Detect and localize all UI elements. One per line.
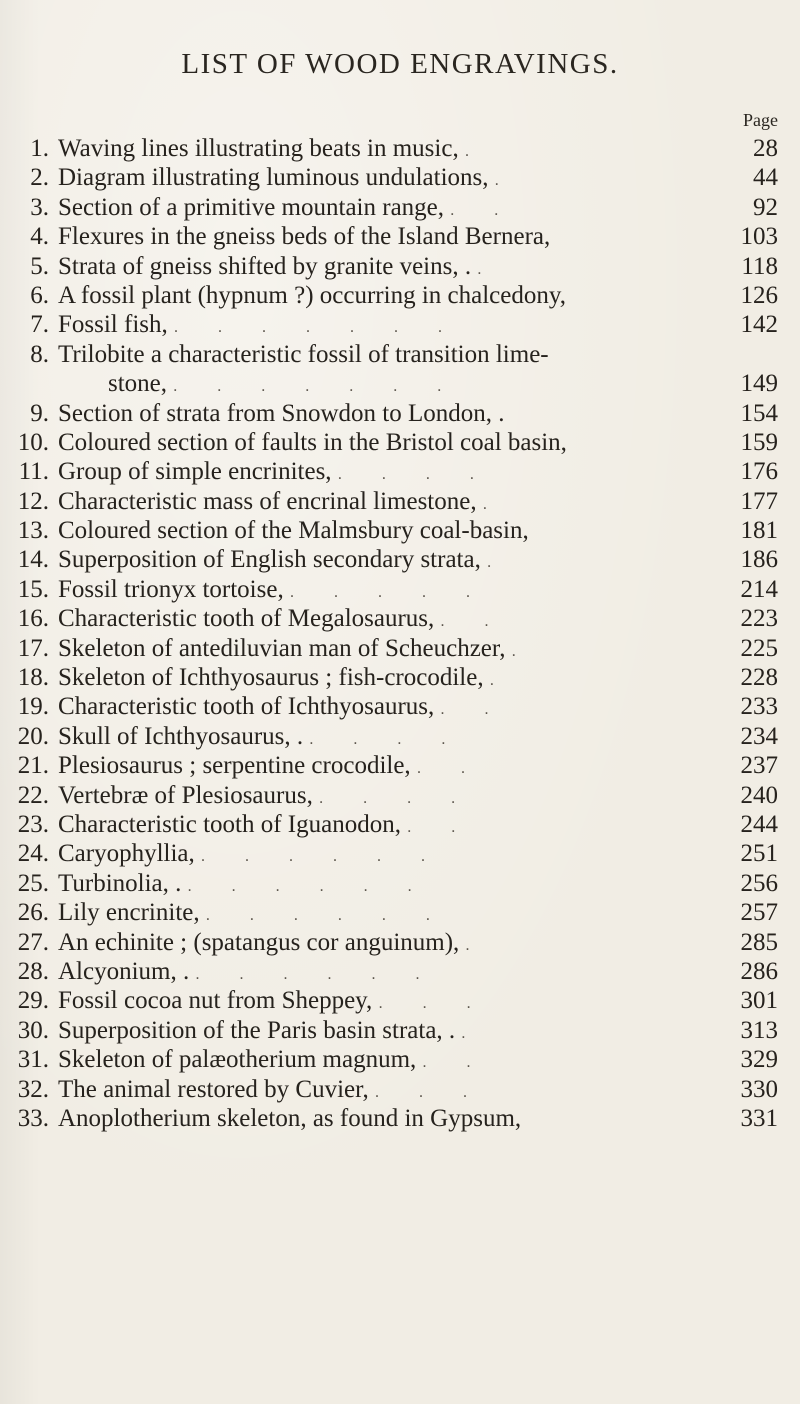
entry-number: 31.	[17, 1046, 49, 1074]
entry-page-number: 214	[740, 575, 778, 603]
entry-title-text: Skeleton of antediluvian man of Scheuchzer,	[58, 634, 506, 662]
dot-leader: . . . . . .	[187, 877, 430, 895]
entry-number: 27.	[17, 928, 49, 956]
entry-number: 9.	[30, 399, 49, 427]
list-item	[0, 1045, 800, 1074]
entry-title-text: Fossil cocoa nut from Sheppey,	[58, 987, 373, 1015]
entry-number: 29.	[17, 987, 49, 1015]
entry-number: 18.	[17, 664, 49, 692]
entry-number: 22.	[17, 781, 49, 809]
entry-page-number: 237	[740, 752, 778, 780]
entry-number: 23.	[17, 811, 49, 838]
entry-page-number: 223	[740, 605, 778, 633]
entry-title	[58, 487, 708, 519]
dot-leader: .	[494, 172, 517, 190]
dot-leader: . . . . . . .	[173, 378, 460, 396]
entry-number: 21.	[17, 752, 49, 780]
list-item	[0, 663, 800, 692]
dot-leader: . . . . .	[289, 583, 488, 601]
list-item	[0, 1016, 800, 1045]
entry-number: 24.	[17, 840, 49, 868]
entry-title	[58, 898, 708, 930]
entry-title	[58, 957, 708, 989]
list-item	[0, 310, 800, 339]
entry-title-text: Flexures in the gneiss beds of the Island Bernera,	[58, 223, 551, 251]
entry-number: 20.	[17, 722, 49, 750]
entry-page-number: 103	[740, 223, 778, 251]
entry-title-text: A fossil plant (hypnum ?) occurring in chalcedony,	[58, 281, 566, 309]
entry-title	[58, 193, 708, 225]
dot-leader: .	[461, 1024, 484, 1042]
entry-number: 26.	[17, 899, 49, 927]
list-item	[0, 839, 800, 868]
entry-number: 7.	[30, 311, 49, 339]
entry-title-text: Characteristic tooth of Megalosaurus,	[58, 605, 435, 633]
entry-number: 33.	[17, 1104, 49, 1132]
dot-leader: . . .	[378, 995, 489, 1013]
entry-title	[58, 222, 708, 254]
entry-title	[58, 663, 708, 695]
list-item	[0, 516, 800, 545]
entry-number: 8.	[30, 340, 49, 368]
entry-title	[58, 281, 708, 313]
entry-title	[58, 722, 708, 754]
dot-leader: . . . .	[309, 730, 464, 748]
entry-title	[58, 1016, 708, 1048]
dot-leader: .	[477, 260, 500, 278]
dot-leader: . .	[407, 819, 474, 836]
dot-leader: . . . . . .	[195, 965, 438, 983]
entry-page-number: 28	[753, 135, 778, 162]
entry-title-text: The animal restored by Cuvier,	[58, 1075, 369, 1103]
entry-title	[58, 839, 708, 871]
list-item	[0, 751, 800, 780]
list-item	[0, 457, 800, 486]
entry-number: 19.	[17, 693, 49, 721]
entry-title	[58, 869, 708, 901]
entry-number: 11.	[18, 458, 49, 486]
entry-title	[58, 986, 708, 1018]
entry-title	[58, 516, 708, 548]
entry-page-number: 329	[740, 1046, 778, 1074]
entry-number: 4.	[30, 223, 49, 251]
entry-title	[58, 604, 708, 636]
entry-number: 2.	[30, 164, 49, 192]
dot-leader: .	[464, 143, 487, 160]
entry-title-text: Vertebræ of Plesiosaurus,	[58, 781, 313, 809]
entry-title	[58, 134, 708, 166]
entry-number: 10.	[17, 428, 49, 456]
list-item	[0, 252, 800, 281]
entry-title-text: Plesiosaurus ; serpentine crocodile,	[58, 752, 411, 780]
dot-leader: . . . . . .	[201, 848, 444, 866]
list-item	[0, 575, 800, 604]
entry-title-text: Skeleton of Ichthyosaurus ; fish-crocodile,	[58, 664, 484, 692]
list-item	[0, 428, 800, 457]
entry-page-number: 186	[740, 546, 778, 574]
entry-number: 14.	[17, 546, 49, 574]
entry-title	[58, 252, 708, 284]
entry-page-number: 313	[740, 1016, 778, 1044]
entry-title-text: Strata of gneiss shifted by granite veins, .	[58, 252, 472, 280]
dot-leader: . .	[440, 701, 507, 719]
entry-title-text: Characteristic tooth of Ichthyosaurus,	[58, 693, 435, 721]
entry-title-text: Fossil trionyx tortoise,	[58, 575, 284, 603]
entry-title	[58, 457, 708, 489]
entry-page-number: 256	[740, 869, 778, 897]
entry-number: 32.	[17, 1075, 49, 1103]
entry-title-text: Coloured section of faults in the Bristol coal basin,	[58, 428, 567, 456]
page-column-header: Page	[743, 110, 778, 130]
entry-page-number: 176	[740, 458, 778, 486]
entry-title-text: Fossil fish,	[58, 311, 168, 339]
entry-title	[58, 163, 708, 195]
list-item	[0, 957, 800, 986]
entry-title-text: Skeleton of palæotherium magnum,	[58, 1046, 417, 1074]
entry-number: 13.	[17, 517, 49, 545]
list-item	[0, 810, 800, 839]
entry-page-number: 285	[740, 928, 778, 956]
dot-leader: . .	[422, 1054, 489, 1072]
entry-title	[58, 399, 708, 431]
entry-number: 17.	[17, 634, 49, 662]
entry-title-text: Group of simple encrinites,	[58, 458, 332, 486]
entry-title-text: An echinite ; (spatangus cor anguinum),	[58, 928, 460, 956]
page-title: LIST OF WOOD ENGRAVINGS.	[181, 48, 619, 80]
dot-leader: . . .	[374, 1083, 485, 1101]
list-item	[0, 487, 800, 516]
entry-title	[58, 1075, 708, 1107]
list-item	[0, 781, 800, 810]
entry-page-number: 244	[740, 811, 778, 838]
entry-title-text: Coloured section of the Malmsbury coal-basin,	[58, 517, 529, 545]
entry-number: 3.	[30, 193, 49, 221]
entry-page-number: 126	[740, 281, 778, 309]
list-item	[0, 222, 800, 251]
entry-title	[58, 751, 708, 783]
entry-page-number: 118	[741, 252, 778, 280]
entry-number: 28.	[17, 957, 49, 985]
entry-title	[58, 340, 708, 402]
list-item	[0, 1075, 800, 1104]
entry-title	[58, 575, 708, 607]
entry-title-text: Superposition of English secondary strata,	[58, 546, 481, 574]
entry-page-number: 251	[740, 840, 778, 868]
list-item	[0, 281, 800, 310]
dot-leader: . .	[416, 760, 483, 778]
entry-title-text: Alcyonium, .	[58, 957, 190, 985]
list-item	[0, 692, 800, 721]
entry-title-text: Trilobite a characteristic fossil of transition lime-	[58, 340, 549, 368]
entry-title-text: Section of a primitive mountain range,	[58, 193, 445, 221]
list-item	[0, 898, 800, 927]
entry-page-number: 142	[740, 311, 778, 339]
entry-page-number: 240	[740, 781, 778, 809]
dot-leader: .	[482, 495, 505, 513]
entry-page-number: 177	[740, 487, 778, 515]
entry-page-number: 149	[740, 370, 778, 398]
dot-leader: . . . .	[337, 466, 492, 484]
entry-title-text: Superposition of the Paris basin strata, .	[58, 1016, 456, 1044]
entry-page-number: 181	[740, 517, 778, 545]
entry-page-number: 225	[740, 634, 778, 662]
entry-number: 15.	[17, 575, 49, 603]
entry-title	[58, 1045, 708, 1077]
entry-title	[58, 634, 708, 666]
entry-page-number: 44	[753, 164, 778, 192]
entry-page-number: 92	[753, 193, 778, 221]
entry-number: 12.	[17, 487, 49, 515]
entry-page-number: 257	[740, 899, 778, 927]
entry-page-number: 286	[740, 957, 778, 985]
dot-leader: .	[511, 642, 534, 660]
entry-number: 30.	[17, 1016, 49, 1044]
dot-leader: . . . . . . .	[174, 319, 461, 337]
entry-title-text: Anoplotherium skeleton, as found in Gypsum,	[58, 1104, 522, 1132]
entry-title	[58, 310, 708, 342]
list-item	[0, 163, 800, 192]
dot-leader: . . . . . .	[205, 907, 448, 925]
entry-title-text: Waving lines illustrating beats in music,	[58, 135, 459, 162]
dot-leader: .	[465, 936, 488, 954]
entry-title-continuation	[58, 369, 708, 401]
entry-page-number: 234	[740, 722, 778, 750]
dot-leader: .	[487, 554, 510, 572]
list-item	[0, 193, 800, 222]
list-item	[0, 134, 800, 163]
entry-title	[58, 428, 708, 460]
entry-title-text: Section of strata from Snowdon to London, .	[58, 399, 505, 427]
entry-title-text: Skull of Ichthyosaurus, .	[58, 722, 304, 750]
dot-leader: . .	[450, 201, 517, 219]
list-item	[0, 604, 800, 633]
engravings-list	[0, 134, 800, 1133]
dot-leader: . .	[440, 613, 507, 631]
list-item	[0, 340, 800, 399]
dot-leader: . . . .	[319, 789, 474, 807]
entry-title	[58, 692, 708, 724]
entry-number: 1.	[30, 135, 49, 162]
dot-leader: .	[489, 672, 512, 690]
entry-title-continuation-text: stone,	[108, 370, 168, 398]
entry-page-number: 330	[740, 1075, 778, 1103]
list-item	[0, 869, 800, 898]
entry-page-number: 233	[740, 693, 778, 721]
entry-title-text: Caryophyllia,	[58, 840, 195, 868]
list-item	[0, 928, 800, 957]
entry-title	[58, 781, 708, 813]
entry-page-number: 154	[740, 399, 778, 427]
list-item	[0, 722, 800, 751]
list-item	[0, 634, 800, 663]
entry-title-text: Diagram illustrating luminous undulations,	[58, 164, 489, 192]
entry-number: 5.	[30, 252, 49, 280]
entry-title	[58, 810, 708, 842]
entry-page-number: 159	[740, 428, 778, 456]
entry-page-number: 301	[740, 987, 778, 1015]
entry-title-text: Turbinolia, .	[58, 869, 182, 897]
entry-title-text: Characteristic mass of encrinal limestone,	[58, 487, 477, 515]
entry-number: 6.	[30, 281, 49, 309]
entry-title	[58, 928, 708, 960]
entry-title-text: Lily encrinite,	[58, 899, 200, 927]
entry-page-number: 331	[740, 1104, 778, 1132]
entry-title	[58, 545, 708, 577]
list-item	[0, 399, 800, 428]
list-item	[0, 545, 800, 574]
list-item	[0, 1104, 800, 1133]
entry-title-text: Characteristic tooth of Iguanodon,	[58, 811, 401, 838]
entry-number: 25.	[17, 869, 49, 897]
entry-number: 16.	[17, 605, 49, 633]
entry-page-number: 228	[740, 664, 778, 692]
entry-title	[58, 1104, 708, 1136]
list-item	[0, 986, 800, 1015]
